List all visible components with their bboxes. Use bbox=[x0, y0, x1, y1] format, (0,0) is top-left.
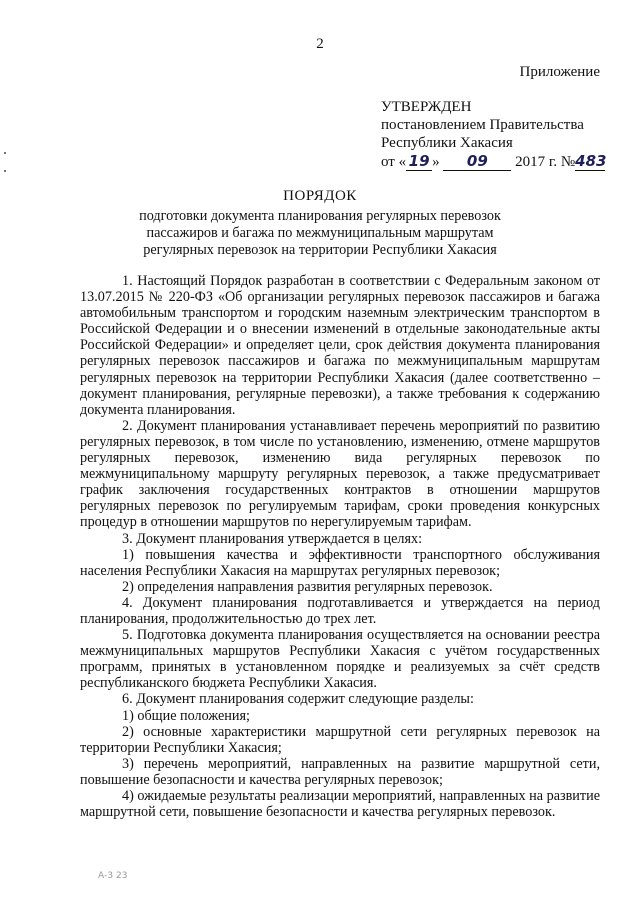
paragraph-6-item-3: 3) перечень мероприятий, направленных на развитие маршрутной сети, повышение безопасности и качества регулярных перевозок; bbox=[80, 755, 600, 788]
document-body bbox=[80, 273, 600, 820]
document-subtitle: подготовки документа планирования регулярных перевозок пассажиров и багажа по межмуниципальным маршрутам регулярных перевозок на территории Республики Хакасия bbox=[139, 208, 501, 258]
footer-mark: А-3 23 bbox=[98, 871, 128, 881]
date-mid: » bbox=[432, 154, 440, 170]
paragraph-3: 3. Документ планирования утверждается в целях: bbox=[122, 530, 423, 547]
paragraph-5: 5. Подготовка документа планирования осуществляется на основании реестра межмуниципальных маршрутов Республики Хакасия с учётом государственных программ, принятых в установленном порядке и реализуемых за счёт средств республиканского бюджета Республики Хакасия. bbox=[80, 627, 600, 692]
scan-artifact bbox=[4, 170, 6, 172]
decree-number: 483 bbox=[575, 152, 607, 170]
paragraph-3-item-1: 1) повышения качества и эффективности транспортного обслуживания населения Республики Хакасия на маршрутах регулярных перевозок; bbox=[80, 546, 600, 579]
paragraph-6-item-2: 2) основные характеристики маршрутной сети регулярных перевозок на территории Республики Хакасия; bbox=[80, 723, 600, 756]
paragraph-4: 4. Документ планирования подготавливается и утверждается на период планирования, продолжительностью до трех лет. bbox=[80, 594, 600, 627]
approval-heading: УТВЕРЖДЕН bbox=[381, 99, 472, 115]
paragraph-1: 1. Настоящий Порядок разработан в соответствии с Федеральным законом от 13.07.2015 № 220-ФЗ «Об организации регулярных перевозок пассажиров и багажа автомобильным транспортом и городским наземным электрическим транспортом в Российской Федерации и о внесении изменений в отдельные законодательные акты Российской Федерации» и определяет цели, срок действия документа планирования регулярных перевозок пассажиров и багажа по межмуниципальным маршрутам регулярных перевозок на территории Республики Хакасия (далее соответственно – документ планирования, регулярные перевозки), а также требования к содержанию документа планирования. bbox=[80, 273, 600, 418]
paragraph-6-item-1: 1) общие положения; bbox=[122, 707, 250, 724]
paragraph-3-item-2: 2) определения направления развития регулярных перевозок. bbox=[122, 578, 493, 595]
date-year: 2017 г. № bbox=[515, 154, 576, 170]
paragraph-6: 6. Документ планирования содержит следующие разделы: bbox=[122, 691, 474, 708]
date-day: 19 bbox=[406, 152, 432, 171]
paragraph-2: 2. Документ планирования устанавливает перечень мероприятий по развитию регулярных перевозок, в том числе по установлению, изменению, отмене маршрутов регулярных перевозок, изменению вида регулярных перевозок по межмуниципальному маршруту регулярных перевозок, а также предусматривает график заключения государственных контрактов в отношении маршрутов регулярных перевозок по регулируемым тарифам, сроки проведения конкурсных процедур в отношении маршрутов по нерегулируемым тарифам. bbox=[80, 417, 600, 531]
document-title: ПОРЯДОК bbox=[283, 188, 357, 204]
approval-line-1: постановлением Правительства bbox=[381, 117, 584, 133]
scan-artifact bbox=[4, 152, 6, 154]
date-month: 09 bbox=[443, 152, 511, 171]
approval-date-line bbox=[381, 152, 605, 171]
paragraph-6-item-4: 4) ожидаемые результаты реализации мероприятий, направленных на развитие маршрутной сети, повышение безопасности и качества регулярных перевозок. bbox=[80, 788, 600, 821]
approval-block bbox=[381, 98, 605, 171]
approval-line-2: Республики Хакасия bbox=[381, 135, 513, 151]
page-number: 2 bbox=[316, 36, 324, 52]
date-prefix: от « bbox=[381, 154, 407, 170]
appendix-label: Приложение bbox=[519, 64, 600, 80]
